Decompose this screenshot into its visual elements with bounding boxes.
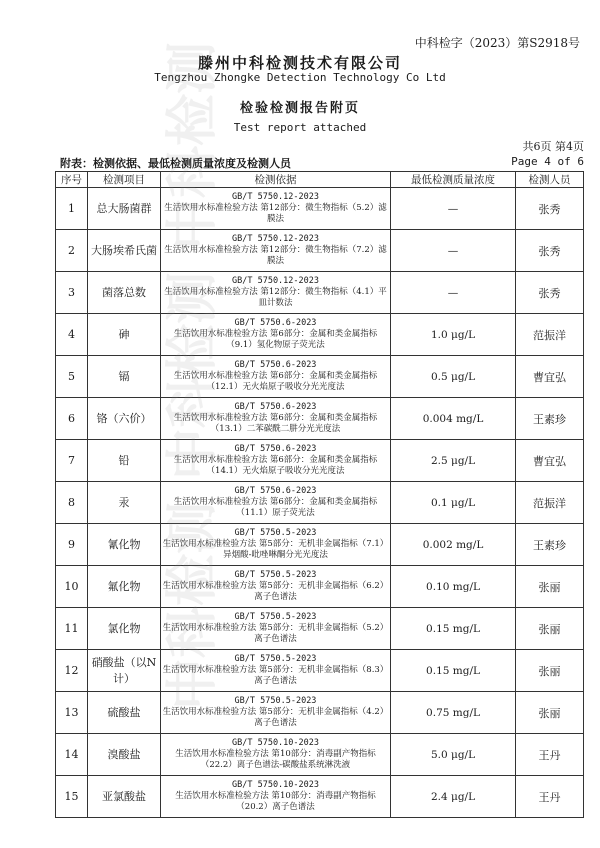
row-number-text: 2	[68, 244, 75, 257]
company-name-cn: 滕州中科检测技术有限公司	[197, 54, 402, 72]
row-number	[56, 608, 88, 650]
detection-limit	[391, 608, 516, 650]
test-item-text: 镉	[118, 369, 130, 383]
test-method	[161, 356, 391, 398]
row-number-text: 12	[64, 664, 79, 677]
test-item	[88, 398, 161, 440]
test-person	[516, 482, 584, 524]
test-item-text: 硝酸盐（以N计）	[91, 655, 157, 685]
test-item-text: 铬（六价）	[96, 411, 152, 425]
test-person-text: 范振洋	[533, 328, 566, 342]
test-method	[161, 272, 391, 314]
table-row	[56, 692, 584, 734]
test-method	[161, 776, 391, 818]
row-number-text: 4	[68, 328, 75, 341]
row-number	[56, 188, 88, 230]
test-person-text: 张秀	[538, 202, 561, 216]
col-header-limit: 最低检测质量浓度	[391, 172, 516, 188]
row-number	[56, 356, 88, 398]
test-item-text: 汞	[118, 495, 130, 509]
test-item	[88, 356, 161, 398]
test-person	[516, 230, 584, 272]
method-description: 生活饮用水标准检验方法 第6部分：金属和类金属指标（9.1）氢化物原子荧光法	[173, 329, 378, 350]
row-number	[56, 482, 88, 524]
test-person	[516, 398, 584, 440]
table-row	[56, 314, 584, 356]
test-item	[88, 566, 161, 608]
detection-limit	[391, 230, 516, 272]
test-method	[161, 734, 391, 776]
report-title-cn: 检验检测报告附页	[239, 101, 360, 116]
test-person-text: 王素珍	[533, 412, 566, 426]
row-number-text: 3	[68, 286, 75, 299]
detection-limit-text: 0.15 mg/L	[426, 622, 480, 635]
test-person	[516, 692, 584, 734]
method-standard: GB/T 5750.10-2023	[232, 780, 319, 790]
test-person-text: 张丽	[538, 706, 561, 720]
test-method	[161, 650, 391, 692]
detection-limit	[391, 272, 516, 314]
method-standard: GB/T 5750.5-2023	[234, 570, 317, 580]
table-row	[56, 608, 584, 650]
row-number	[56, 650, 88, 692]
test-item	[88, 482, 161, 524]
row-number	[56, 692, 88, 734]
method-standard: GB/T 5750.5-2023	[234, 696, 317, 706]
detection-limit-text: 0.75 mg/L	[426, 706, 480, 719]
method-description: 生活饮用水标准检验方法 第6部分：金属和类金属指标（14.1）无火焰原子吸收分光光度法	[173, 455, 378, 476]
test-item-text: 氟化物	[107, 579, 141, 593]
test-item	[88, 650, 161, 692]
test-item-text: 菌落总数	[102, 285, 146, 299]
test-person	[516, 776, 584, 818]
detection-limit	[391, 440, 516, 482]
row-number-text: 13	[64, 706, 79, 719]
table-row	[56, 272, 584, 314]
test-item	[88, 272, 161, 314]
detection-limit-text: 0.004 mg/L	[422, 412, 484, 425]
results-table	[55, 171, 584, 818]
method-description: 生活饮用水标准检验方法 第5部分：无机非金属指标（6.2）离子色谱法	[162, 581, 389, 602]
detection-limit-text: 0.002 mg/L	[422, 538, 484, 551]
method-standard: GB/T 5750.5-2023	[234, 528, 317, 538]
test-item-text: 铅	[118, 453, 130, 467]
test-person-text: 王素珍	[533, 538, 566, 552]
row-number-text: 14	[64, 748, 79, 761]
method-standard: GB/T 5750.6-2023	[234, 360, 317, 370]
row-number-text: 15	[64, 790, 79, 803]
test-person	[516, 272, 584, 314]
table-row	[56, 482, 584, 524]
table-row	[56, 188, 584, 230]
test-item-text: 砷	[118, 327, 130, 341]
test-person	[516, 524, 584, 566]
method-standard: GB/T 5750.6-2023	[234, 318, 317, 328]
detection-limit	[391, 398, 516, 440]
row-number	[56, 734, 88, 776]
test-method	[161, 482, 391, 524]
test-person	[516, 188, 584, 230]
row-number	[56, 314, 88, 356]
test-item	[88, 440, 161, 482]
method-description: 生活饮用水标准检验方法 第5部分：无机非金属指标（4.2）离子色谱法	[162, 707, 389, 728]
test-item	[88, 230, 161, 272]
test-item-text: 硫酸盐	[107, 705, 141, 719]
test-item-text: 总大肠菌群	[96, 201, 152, 215]
col-header-item: 检测项目	[88, 172, 161, 188]
row-number-text: 5	[68, 370, 75, 383]
detection-limit	[391, 776, 516, 818]
method-description: 生活饮用水标准检验方法 第10部分：消毒副产物指标（22.2）离子色谱法-碳酸盐系统淋洗液	[175, 749, 376, 770]
detection-limit-text: —	[447, 244, 459, 257]
test-person-text: 王丹	[538, 790, 561, 804]
test-method	[161, 692, 391, 734]
test-item-text: 大肠埃希氏菌	[91, 243, 157, 257]
test-person	[516, 608, 584, 650]
row-number	[56, 398, 88, 440]
row-number-text: 1	[68, 202, 75, 215]
table-row	[56, 776, 584, 818]
row-number	[56, 230, 88, 272]
table-row	[56, 230, 584, 272]
test-person-text: 张丽	[538, 580, 561, 594]
detection-limit-text: —	[447, 202, 459, 215]
detection-limit-text: 0.1 μg/L	[430, 496, 476, 509]
method-standard: GB/T 5750.12-2023	[232, 234, 319, 244]
detection-limit	[391, 566, 516, 608]
row-number-text: 8	[68, 496, 75, 509]
test-person	[516, 734, 584, 776]
detection-limit-text: 0.10 mg/L	[426, 580, 480, 593]
row-number	[56, 440, 88, 482]
row-number	[56, 524, 88, 566]
test-item-text: 氯化物	[107, 621, 141, 635]
test-method	[161, 398, 391, 440]
col-header-no: 序号	[56, 172, 88, 188]
method-description: 生活饮用水标准检验方法 第10部分：消毒副产物指标（20.2）离子色谱法	[175, 791, 376, 812]
method-description: 生活饮用水标准检验方法 第5部分：无机非金属指标（5.2）离子色谱法	[162, 623, 389, 644]
test-item	[88, 692, 161, 734]
table-row	[56, 566, 584, 608]
method-standard: GB/T 5750.6-2023	[234, 486, 317, 496]
test-person	[516, 650, 584, 692]
test-method	[161, 608, 391, 650]
detection-limit-text: 1.0 μg/L	[430, 328, 476, 341]
method-description: 生活饮用水标准检验方法 第6部分：金属和类金属指标（13.1）二苯碳酰二肼分光光度法	[173, 413, 378, 434]
row-number-text: 11	[64, 622, 79, 635]
table-row	[56, 356, 584, 398]
detection-limit-text: 0.5 μg/L	[430, 370, 476, 383]
test-item	[88, 608, 161, 650]
method-description: 生活饮用水标准检验方法 第6部分：金属和类金属指标（11.1）原子荧光法	[173, 497, 378, 518]
test-method	[161, 524, 391, 566]
test-person-text: 张秀	[538, 286, 561, 300]
company-name-en: Tengzhou Zhongke Detection Technology Co Ltd	[154, 71, 446, 84]
test-method	[161, 230, 391, 272]
table-row	[56, 734, 584, 776]
row-number	[56, 776, 88, 818]
method-description: 生活饮用水标准检验方法 第6部分：金属和类金属指标（12.1）无火焰原子吸收分光光度法	[173, 371, 378, 392]
method-description: 生活饮用水标准检验方法 第12部分：微生物指标（5.2）滤膜法	[164, 203, 387, 224]
method-description: 生活饮用水标准检验方法 第12部分：微生物指标（7.2）滤膜法	[164, 245, 387, 266]
test-item-text: 溴酸盐	[107, 747, 141, 761]
method-description: 生活饮用水标准检验方法 第5部分：无机非金属指标（7.1）异烟酸-吡唑啉酮分光光度法	[162, 539, 389, 560]
appendix-title: 附表：检测依据、最低检测质量浓度及检测人员	[60, 157, 291, 170]
col-header-method: 检测依据	[161, 172, 391, 188]
detection-limit	[391, 314, 516, 356]
report-title-en: Test report attached	[233, 121, 367, 134]
test-method	[161, 188, 391, 230]
test-person	[516, 440, 584, 482]
detection-limit	[391, 524, 516, 566]
method-standard: GB/T 5750.10-2023	[232, 738, 319, 748]
detection-limit	[391, 356, 516, 398]
test-item	[88, 314, 161, 356]
col-header-person: 检测人员	[516, 172, 584, 188]
row-number-text: 9	[68, 538, 75, 551]
table-row	[56, 398, 584, 440]
method-standard: GB/T 5750.6-2023	[234, 444, 317, 454]
document-number: 中科检字（2023）第S2918号	[414, 36, 580, 50]
test-person-text: 张丽	[538, 622, 561, 636]
test-person-text: 范振洋	[533, 496, 566, 510]
detection-limit	[391, 650, 516, 692]
test-item-text: 亚氯酸盐	[102, 789, 146, 803]
row-number	[56, 272, 88, 314]
test-person	[516, 314, 584, 356]
watermark-text: 中科检测	[163, 501, 223, 710]
table-header-row	[56, 172, 584, 188]
detection-limit	[391, 188, 516, 230]
detection-limit-text: 5.0 μg/L	[430, 748, 476, 761]
test-method	[161, 314, 391, 356]
test-person-text: 曹宜弘	[533, 454, 566, 468]
test-item	[88, 734, 161, 776]
method-standard: GB/T 5750.5-2023	[234, 654, 317, 664]
detection-limit-text: —	[447, 286, 459, 299]
detection-limit	[391, 692, 516, 734]
test-item-text: 氰化物	[107, 537, 141, 551]
method-description: 生活饮用水标准检验方法 第5部分：无机非金属指标（8.3）离子色谱法	[162, 665, 389, 686]
method-standard: GB/T 5750.12-2023	[232, 192, 319, 202]
method-standard: GB/T 5750.6-2023	[234, 402, 317, 412]
table-row	[56, 650, 584, 692]
row-number-text: 10	[64, 580, 79, 593]
detection-limit	[391, 734, 516, 776]
test-method	[161, 566, 391, 608]
page-indicator-cn: 共6页 第4页	[522, 140, 584, 153]
watermark-text: 中科检测	[163, 41, 223, 250]
table-row	[56, 440, 584, 482]
method-description: 生活饮用水标准检验方法 第12部分：微生物指标（4.1）平皿计数法	[164, 287, 387, 308]
method-standard: GB/T 5750.12-2023	[232, 276, 319, 286]
method-standard: GB/T 5750.5-2023	[234, 612, 317, 622]
row-number	[56, 566, 88, 608]
test-item	[88, 524, 161, 566]
detection-limit-text: 2.4 μg/L	[430, 790, 476, 803]
page-indicator-en: Page 4 of 6	[511, 155, 584, 168]
test-person-text: 曹宜弘	[533, 370, 566, 384]
test-person-text: 王丹	[538, 748, 561, 762]
test-person	[516, 566, 584, 608]
table-row	[56, 524, 584, 566]
test-person	[516, 356, 584, 398]
watermark-text: 中科检测	[163, 271, 223, 480]
test-person-text: 张丽	[538, 664, 561, 678]
detection-limit-text: 2.5 μg/L	[430, 454, 476, 467]
test-person-text: 张秀	[538, 244, 561, 258]
detection-limit	[391, 482, 516, 524]
detection-limit-text: 0.15 mg/L	[426, 664, 480, 677]
test-item	[88, 776, 161, 818]
test-method	[161, 440, 391, 482]
row-number-text: 7	[68, 454, 75, 467]
row-number-text: 6	[68, 412, 75, 425]
test-item	[88, 188, 161, 230]
